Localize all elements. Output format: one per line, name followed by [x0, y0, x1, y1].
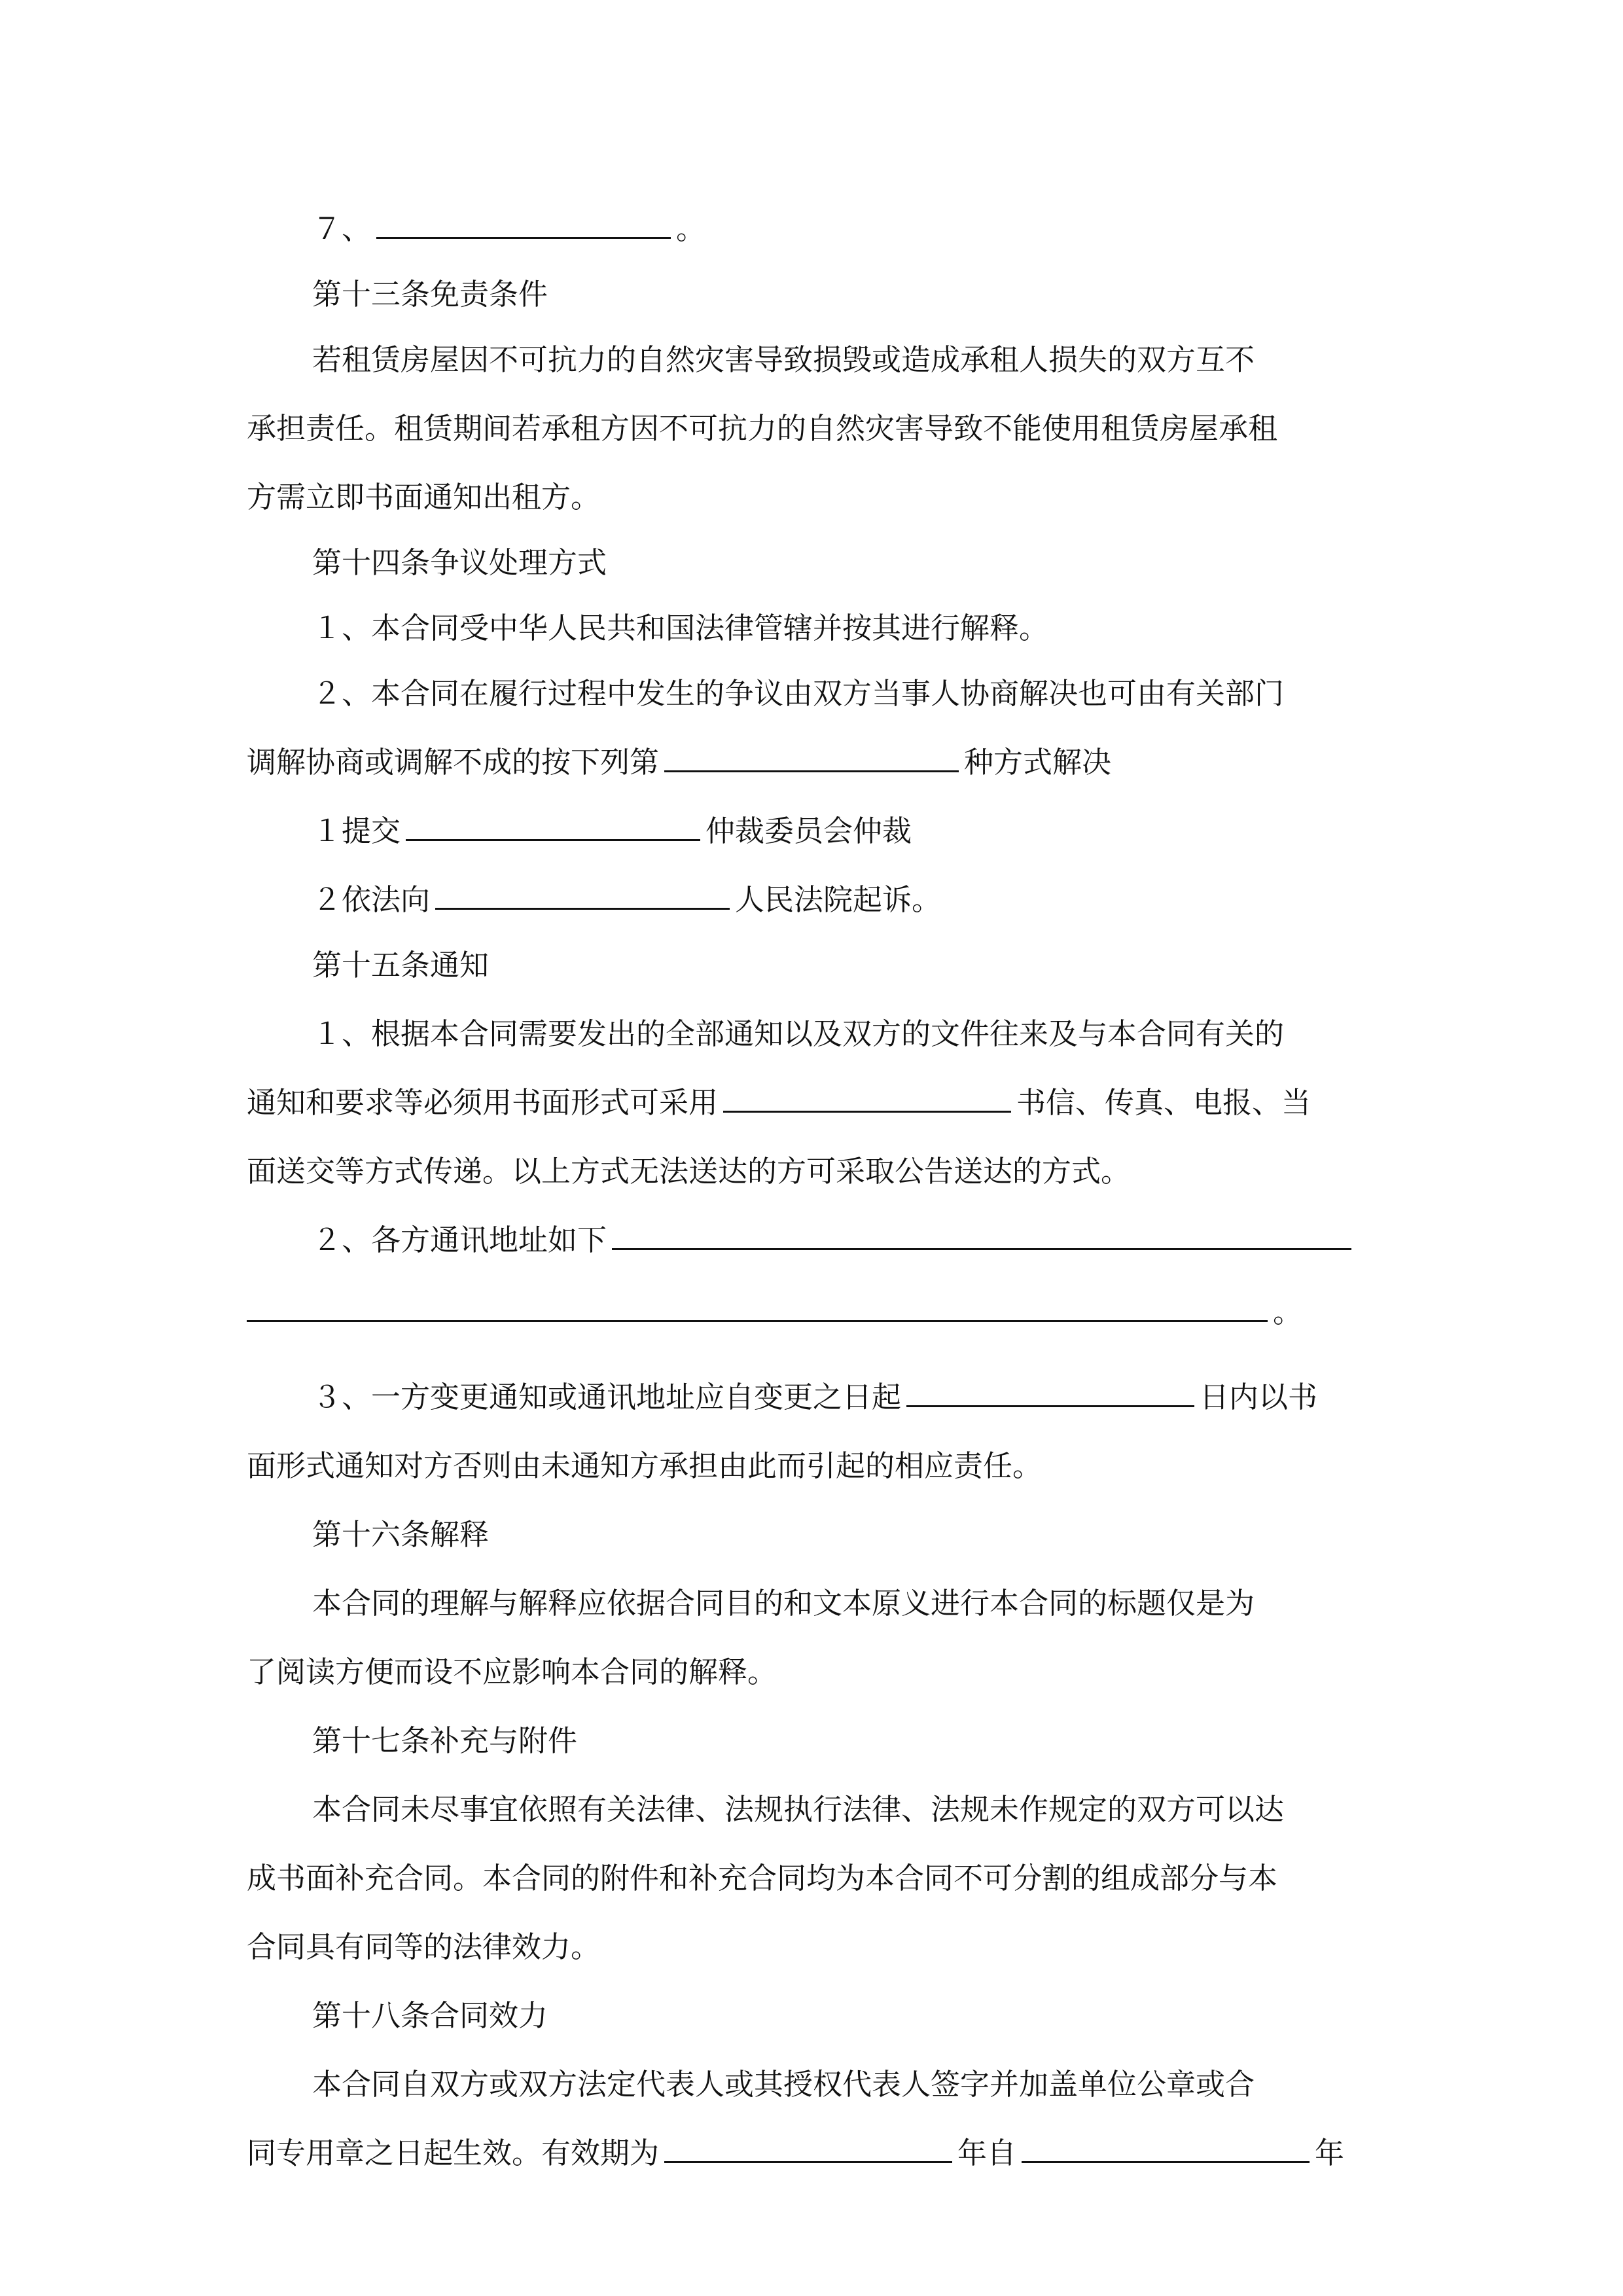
arbitration-committee-blank[interactable] — [406, 812, 700, 841]
article-15-item-1-line-3: 面送交等方式传递。以上方式无法送达的方可采取公告送达的方式。 — [247, 1154, 1131, 1189]
address-blank-2[interactable] — [247, 1293, 1268, 1322]
change-notice-days-blank[interactable] — [906, 1378, 1194, 1407]
article-15-item-2-line-1 — [247, 1208, 1446, 1273]
notice-form-blank[interactable] — [723, 1083, 1011, 1113]
dispute-method-text: 调解协商或调解不成的按下列第 — [247, 745, 660, 780]
dispute-method-suffix: 种方式解决 — [964, 745, 1112, 780]
article-14-item-1: １、本合同受中华人民共和国法律管辖并按其进行解释。 — [312, 611, 1049, 645]
article-15-item-2-line-2 — [247, 1280, 1381, 1345]
article-17-heading: 第十七条补充与附件 — [312, 1723, 578, 1758]
article-14-item-2-line-1: ２、本合同在履行过程中发生的争议由双方当事人协商解决也可由有关部门 — [312, 676, 1285, 711]
article-17-para-line-1: 本合同未尽事宜依照有关法律、法规执行法律、法规未作规定的双方可以达 — [312, 1792, 1285, 1827]
arbitration-suffix: 仲裁委员会仲裁 — [705, 814, 912, 848]
article-13-para-line-2: 承担责任。租赁期间若承租方因不可抗力的自然灾害导致不能使用租赁房屋承租 — [247, 411, 1278, 446]
item-7-blank[interactable] — [376, 209, 671, 239]
item-7-line — [247, 196, 1446, 262]
article-13-heading: 第十三条免责条件 — [312, 277, 548, 312]
article-15-item-3-line-2: 面形式通知对方否则由未通知方承担由此而引起的相应责任。 — [247, 1448, 1043, 1483]
validity-end: 年 — [1315, 2136, 1345, 2170]
notice-form-text: 通知和要求等必须用书面形式可采用 — [247, 1085, 719, 1120]
notice-form-suffix: 书信、传真、电报、当 — [1016, 1085, 1311, 1120]
address-end: 。 — [1273, 1295, 1303, 1329]
article-16-para-line-2: 了阅读方便而设不应影响本合同的解释。 — [247, 1655, 777, 1689]
change-notice-suffix: 日内以书 — [1200, 1380, 1318, 1414]
article-15-item-1-line-1: １、根据本合同需要发出的全部通知以及双方的文件往来及与本合同有关的 — [312, 1016, 1285, 1051]
article-13-para-line-3: 方需立即书面通知出租方。 — [247, 480, 601, 514]
article-13-para-line-1: 若租赁房屋因不可抗力的自然灾害导致损毁或造成承租人损失的双方互不 — [312, 342, 1255, 377]
article-18-para-line-2 — [247, 2121, 1381, 2186]
change-notice-text: ３、一方变更通知或通讯地址应自变更之日起 — [312, 1380, 902, 1414]
article-18-para-line-1: 本合同自双方或双方法定代表人或其授权代表人签字并加盖单位公章或合 — [312, 2067, 1255, 2102]
article-15-item-3-line-1 — [247, 1365, 1446, 1430]
article-18-heading: 第十八条合同效力 — [312, 1998, 548, 2033]
article-14-heading: 第十四条争议处理方式 — [312, 545, 607, 580]
article-16-heading: 第十六条解释 — [312, 1517, 490, 1552]
court-name-blank[interactable] — [435, 880, 730, 910]
validity-years-blank[interactable] — [664, 2134, 952, 2163]
article-14-item-2-line-2 — [247, 730, 1381, 795]
litigation-option — [247, 867, 1446, 933]
validity-mid: 年自 — [957, 2136, 1017, 2170]
validity-start-blank[interactable] — [1022, 2134, 1310, 2163]
article-16-para-line-1: 本合同的理解与解释应依据合同目的和文本原义进行本合同的标题仅是为 — [312, 1586, 1255, 1621]
article-17-para-line-3: 合同具有同等的法律效力。 — [247, 1929, 601, 1964]
litigation-prefix: ２依法向 — [312, 882, 431, 917]
litigation-suffix: 人民法院起诉。 — [735, 882, 942, 917]
item-7-label: ７、 — [312, 211, 372, 246]
validity-text: 同专用章之日起生效。有效期为 — [247, 2136, 660, 2170]
arbitration-option — [247, 798, 1446, 864]
arbitration-prefix: １提交 — [312, 814, 401, 848]
article-17-para-line-2: 成书面补充合同。本合同的附件和补充合同均为本合同不可分割的组成部分与本 — [247, 1861, 1278, 1895]
address-label: ２、各方通讯地址如下 — [312, 1223, 607, 1257]
article-15-heading: 第十五条通知 — [312, 948, 490, 982]
address-blank-1[interactable] — [612, 1221, 1351, 1250]
article-15-item-1-line-2 — [247, 1070, 1381, 1136]
item-7-end: 。 — [676, 211, 706, 246]
dispute-method-blank[interactable] — [664, 743, 959, 772]
